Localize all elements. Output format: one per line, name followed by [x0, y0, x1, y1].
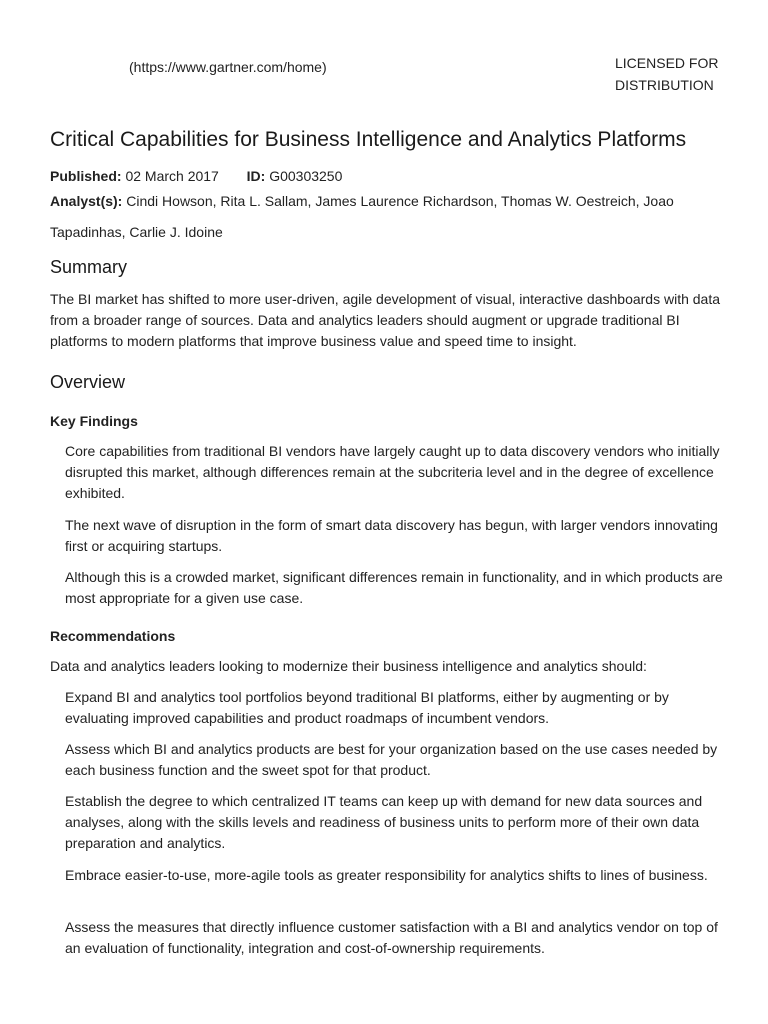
document-id: G00303250	[269, 168, 343, 184]
published-label: Published:	[50, 168, 122, 184]
recommendation-item: Embrace easier-to-use, more-agile tools as greater responsibility for analytics shifts to lines of business.	[65, 867, 708, 883]
gartner-home-link[interactable]: (https://www.gartner.com/home)	[129, 59, 327, 75]
key-findings-heading: Key Findings	[50, 413, 138, 429]
summary-text: The BI market has shifted to more user-driven, agile development of visual, interactive dashboards with data from a broader range of sources. Data and analytics leaders should augment or upgrade traditional BI platforms to modern platforms that improve business value and speed time to insight.	[50, 291, 721, 349]
document-title: Critical Capabilities for Business Intelligence and Analytics Platforms	[50, 128, 687, 151]
recommendation-item: Assess which BI and analytics products are best for your organization based on the use cases needed by each business function and the sweet spot for that product.	[65, 741, 718, 778]
published-date: 02 March 2017	[125, 168, 219, 184]
recommendation-item: Assess the measures that directly influence customer satisfaction with a BI and analytics vendor on top of an evaluation of functionality, integration and cost-of-ownership requirements.	[65, 919, 718, 956]
id-label: ID:	[246, 168, 266, 184]
license-label: LICENSED FOR DISTRIBUTION	[615, 55, 719, 93]
recommendations-heading: Recommendations	[50, 628, 176, 644]
key-finding-item: Core capabilities from traditional BI vendors have largely caught up to data discovery vendors who initially disrupted this market, although differences remain at the subcriteria level and in the degree of excellence exhibited.	[65, 443, 720, 501]
recommendation-item: Expand BI and analytics tool portfolios beyond traditional BI platforms, either by augmenting or by evaluating improved capabilities and product roadmaps of incumbent vendors.	[65, 689, 669, 726]
publication-meta	[50, 165, 730, 187]
overview-heading: Overview	[50, 372, 126, 392]
key-finding-item: Although this is a crowded market, significant differences remain in functionality, and in which products are most appropriate for a given use case.	[65, 569, 723, 606]
recommendation-item: Establish the degree to which centralized IT teams can keep up with demand for new data sources and analyses, along with the skills levels and readiness of business units to perform more of their own data preparation and analytics.	[65, 793, 703, 851]
analysts-line	[50, 186, 730, 248]
analysts-label: Analyst(s):	[50, 193, 123, 209]
summary-heading: Summary	[50, 257, 128, 277]
analysts-names: Cindi Howson, Rita L. Sallam, James Laurence Richardson, Thomas W. Oestreich, Joao Tapadinhas, Carlie J. Idoine	[50, 193, 674, 240]
key-finding-item: The next wave of disruption in the form of smart data discovery has begun, with larger vendors innovating first or acquiring startups.	[65, 517, 718, 554]
recommendations-intro: Data and analytics leaders looking to modernize their business intelligence and analytics should:	[50, 658, 647, 674]
